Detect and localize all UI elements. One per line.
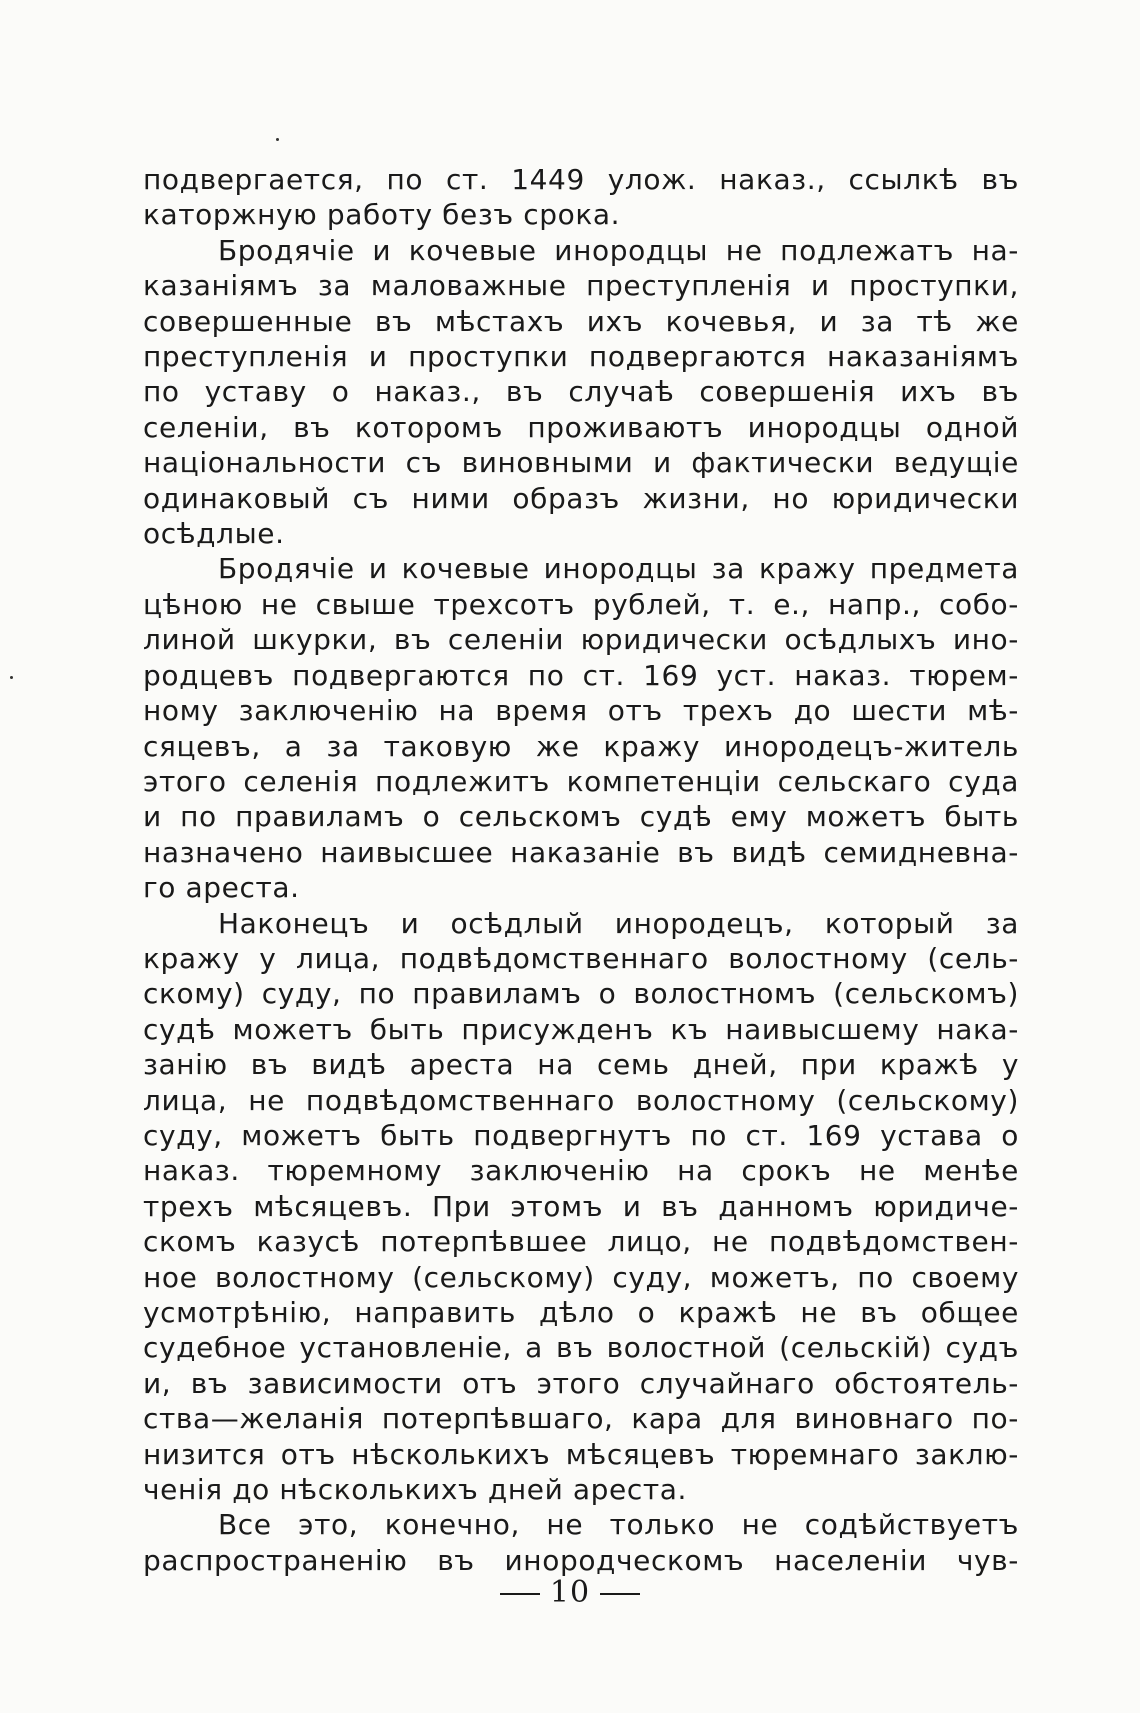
dash-right xyxy=(600,1593,640,1595)
text-line: ное волостному (сельскому) суду, можетъ, по своему xyxy=(143,1260,1019,1294)
page-number-value: 10 xyxy=(549,1575,591,1610)
text-line: родцевъ подвергаются по ст. 169 уст. наказ. тюрем- xyxy=(143,658,1019,692)
text-line: сяцевъ, а за таковую же кражу инородецъ-житель xyxy=(143,729,1019,763)
text-line: каторжную работу безъ срока. xyxy=(143,198,621,232)
text-line: совершенные въ мѣстахъ ихъ кочевья, и за тѣ же xyxy=(143,304,1019,338)
text-line: распространенію въ инородческомъ населеніи чув- xyxy=(143,1543,1019,1577)
text-line: скомъ казусѣ потерпѣвшее лицо, не подвѣдомствен- xyxy=(143,1225,1019,1259)
text-line: ства—желанія потерпѣвшаго, кара для виновнаго по- xyxy=(143,1402,1019,1436)
text-line: трехъ мѣсяцевъ. При этомъ и въ данномъ юридиче- xyxy=(143,1189,1019,1223)
text-line: усмотрѣнію, направить дѣло о кражѣ не въ общее xyxy=(143,1296,1019,1329)
text-line: ному заключенію на время отъ трехъ до шести мѣ- xyxy=(143,694,1019,728)
text-line: селеніи, въ которомъ проживаютъ инородцы одной xyxy=(143,410,1019,444)
text-line: ченія до нѣсколькихъ дней ареста. xyxy=(143,1473,688,1507)
text-line: низится отъ нѣсколькихъ мѣсяцевъ тюремнаго заклю- xyxy=(143,1437,1019,1471)
text-line: Наконецъ и осѣдлый инородецъ, который за xyxy=(218,906,1019,940)
text-line: наказ. тюремному заключенію на срокъ не менѣе xyxy=(143,1154,1019,1188)
text-line: скому) суду, по правиламъ о волостномъ (сельскомъ) xyxy=(143,977,1019,1011)
text-line: Бродячіе и кочевые инородцы за кражу предмета xyxy=(218,552,1019,586)
text-line: казаніямъ за маловажные преступленія и проступки, xyxy=(143,269,1019,303)
text-line: цѣною не свыше трехсотъ рублей, т. е., напр., собо- xyxy=(143,587,1019,621)
page-number xyxy=(0,1575,1140,1610)
dash-left xyxy=(500,1593,540,1595)
text-line: этого селенія подлежитъ компетенціи сельскаго суда xyxy=(143,764,1019,798)
text-line: Все это, конечно, не только не содѣйствуетъ xyxy=(218,1508,1019,1542)
text-line: подвергается, по ст. 1449 улож. наказ., ссылкѣ въ xyxy=(143,163,1019,196)
ink-speck xyxy=(276,138,279,141)
text-line: го ареста. xyxy=(143,871,300,905)
text-line: осѣдлые. xyxy=(143,517,285,551)
text-line: лица, не подвѣдомственнаго волостному (сельскому) xyxy=(143,1083,1019,1117)
text-line: преступленія и проступки подвергаются наказаніямъ xyxy=(143,340,1019,374)
text-line: назначено наивысшее наказаніе въ видѣ семидневна- xyxy=(143,835,1019,869)
text-line: и, въ зависимости отъ этого случайнаго обстоятель- xyxy=(143,1366,1019,1400)
ink-speck xyxy=(10,676,13,679)
text-line: Бродячіе и кочевые инородцы не подлежатъ на- xyxy=(218,233,1019,267)
text-line: линой шкурки, въ селеніи юридически осѣдлыхъ ино- xyxy=(143,623,1019,657)
text-line: судѣ можетъ быть присужденъ къ наивысшему нака- xyxy=(143,1012,1019,1046)
text-line: по уставу о наказ., въ случаѣ совершенія ихъ въ xyxy=(143,375,1019,409)
text-line: кражу у лица, подвѣдомственнаго волостному (сель- xyxy=(143,941,1019,975)
text-line: судебное установленіе, а въ волостной (сельскій) судъ xyxy=(143,1331,1019,1365)
text-line: суду, можетъ быть подвергнутъ по ст. 169 устава о xyxy=(143,1118,1019,1152)
body-text xyxy=(143,162,1019,1578)
text-line: и по правиламъ о сельскомъ судѣ ему можетъ быть xyxy=(143,800,1019,834)
text-line: занію въ видѣ ареста на семь дней, при кражѣ у xyxy=(143,1048,1019,1082)
text-line: одинаковый съ ними образъ жизни, но юридически xyxy=(143,481,1019,515)
text-line: національности съ виновными и фактически ведущіе xyxy=(143,446,1019,480)
